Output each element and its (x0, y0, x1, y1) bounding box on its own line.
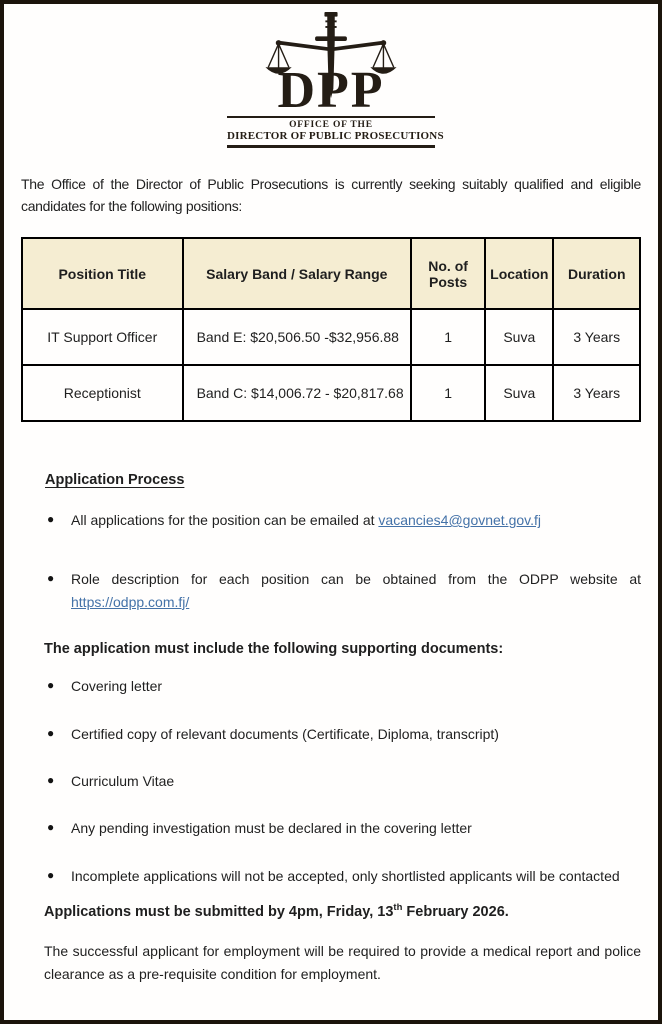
list-item: ● Incomplete applications will not be accepted, only shortlisted applicants will be contacted (47, 865, 641, 887)
footer-note: The successful applicant for employment will be required to provide a medical report and police clearance as a pre-requisite condition for employment. (44, 943, 641, 982)
table-header-row (22, 238, 640, 309)
header-position-title: Position Title (22, 238, 183, 309)
intro-paragraph: The Office of the Director of Public Prosecutions is currently seeking suitably qualified and eligible candidates for the following positions: (21, 175, 641, 215)
positions-table (21, 237, 641, 422)
cell-position-title: Receptionist (22, 365, 183, 421)
dpp-logo (211, 12, 451, 148)
odpp-website-link[interactable]: https://odpp.com.fj/ (71, 593, 190, 610)
list-item-website (47, 568, 641, 613)
website-bullet-text: Role description for each position can be obtained from the ODPP website at (71, 571, 641, 588)
list-item: ● Curriculum Vitae (47, 770, 641, 792)
header-duration: Duration (553, 238, 640, 309)
cell-no-of-posts: 1 (411, 309, 485, 365)
list-item: ● Any pending investigation must be declared in the covering letter (47, 817, 641, 839)
vacancies-email-link[interactable]: vacancies4@govnet.gov.fj (378, 512, 542, 529)
application-process-heading: Application Process (45, 472, 185, 489)
cell-duration: 3 Years (553, 365, 640, 421)
deadline-text-end: February 2026. (402, 904, 509, 921)
list-item-email (47, 509, 641, 531)
header-no-of-posts: No. of Posts (411, 238, 485, 309)
email-bullet-text: All applications for the position can be emailed at (71, 512, 379, 529)
list-item: ● Covering letter (47, 675, 641, 697)
cell-duration: 3 Years (553, 309, 640, 365)
deadline-statement (44, 902, 641, 920)
deadline-ordinal-suffix: th (393, 902, 403, 914)
header-location: Location (485, 238, 553, 309)
logo-office-line1: OFFICE OF THE (289, 119, 373, 130)
cell-location: Suva (485, 365, 553, 421)
cell-location: Suva (485, 309, 553, 365)
table-row (22, 365, 640, 421)
application-process-list (21, 509, 641, 613)
supporting-documents-list (21, 675, 641, 887)
cell-salary-band: Band E: $20,506.50 -$32,956.88 (183, 309, 411, 365)
table-row (22, 309, 640, 365)
supporting-documents-heading: The application must include the following supporting documents: (44, 641, 504, 658)
deadline-text: Applications must be submitted by 4pm, Friday, 13 (44, 904, 394, 921)
header-salary-band: Salary Band / Salary Range (183, 238, 411, 309)
cell-salary-band: Band C: $14,006.72 - $20,817.68 (183, 365, 411, 421)
cell-no-of-posts: 1 (411, 365, 485, 421)
cell-position-title: IT Support Officer (22, 309, 183, 365)
list-item: ● Certified copy of relevant documents (Certificate, Diploma, transcript) (47, 723, 641, 745)
logo-office-name (227, 116, 444, 148)
logo-acronym: DPP (277, 62, 385, 119)
logo-office-line2: DIRECTOR OF PUBLIC PROSECUTIONS (227, 129, 444, 142)
